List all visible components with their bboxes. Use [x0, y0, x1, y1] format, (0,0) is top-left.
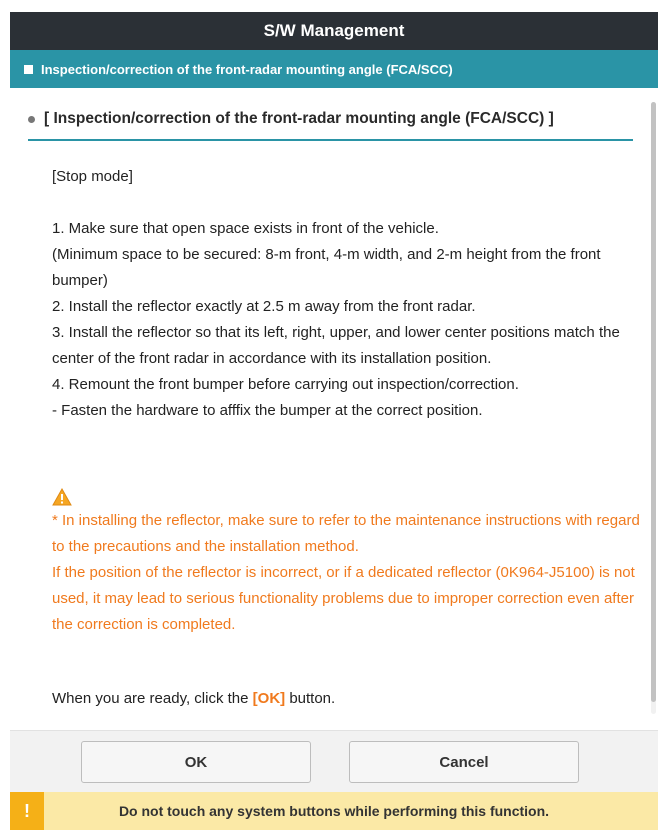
- section-heading-text: [ Inspection/correction of the front-radar mounting angle (FCA/SCC) ]: [44, 110, 554, 127]
- window-title: [10, 12, 658, 50]
- step-line: 1. Make sure that open space exists in front of the vehicle.: [52, 220, 439, 237]
- step-line: 3. Install the reflector so that its left, right, upper, and lower center positions match the center of the front radar in accordance with its installation position.: [52, 324, 620, 367]
- ready-suffix: button.: [285, 690, 336, 707]
- square-bullet-icon: [24, 65, 33, 74]
- step-line: 4. Remount the front bumper before carrying out inspection/correction.: [52, 376, 519, 393]
- warning-text: [52, 508, 642, 638]
- dot-bullet-icon: [28, 116, 35, 123]
- exclamation-icon: !: [10, 792, 44, 830]
- window-title-text: S/W Management: [263, 21, 405, 40]
- cancel-button[interactable]: Cancel: [349, 741, 579, 783]
- subtitle-text: Inspection/correction of the front-radar mounting angle (FCA/SCC): [41, 61, 453, 77]
- ok-button[interactable]: OK: [81, 741, 311, 783]
- scrollbar[interactable]: [651, 102, 656, 714]
- ready-prefix: When you are ready, click the: [52, 690, 253, 707]
- notice-bar: [10, 792, 658, 830]
- warning-triangle-icon: [52, 488, 72, 506]
- section-divider: [28, 139, 633, 141]
- ready-instruction: [52, 686, 642, 712]
- instruction-steps: [52, 216, 642, 424]
- step-line: - Fasten the hardware to afffix the bumper at the correct position.: [52, 402, 483, 419]
- content-panel: [10, 88, 658, 730]
- mode-label: [Stop mode]: [52, 168, 133, 185]
- notice-text: Do not touch any system buttons while performing this function.: [118, 803, 550, 819]
- subtitle-bar: [10, 50, 658, 88]
- step-line: (Minimum space to be secured: 8-m front, 4-m width, and 2-m height from the front bumper): [52, 246, 601, 289]
- scrollbar-thumb[interactable]: [651, 102, 656, 702]
- warning-line: * In installing the reflector, make sure to refer to the maintenance instructions with regard to the precautions and the installation method.: [52, 512, 640, 555]
- step-line: 2. Install the reflector exactly at 2.5 m away from the front radar.: [52, 298, 476, 315]
- button-bar: [10, 730, 658, 792]
- ok-highlight: [OK]: [252, 690, 286, 707]
- section-heading: [28, 110, 633, 128]
- warning-line: If the position of the reflector is incorrect, or if a dedicated reflector (0K964-J5100) is not used, it may lead to serious functionality problems due to improper correction even after the correction is completed.: [52, 564, 635, 633]
